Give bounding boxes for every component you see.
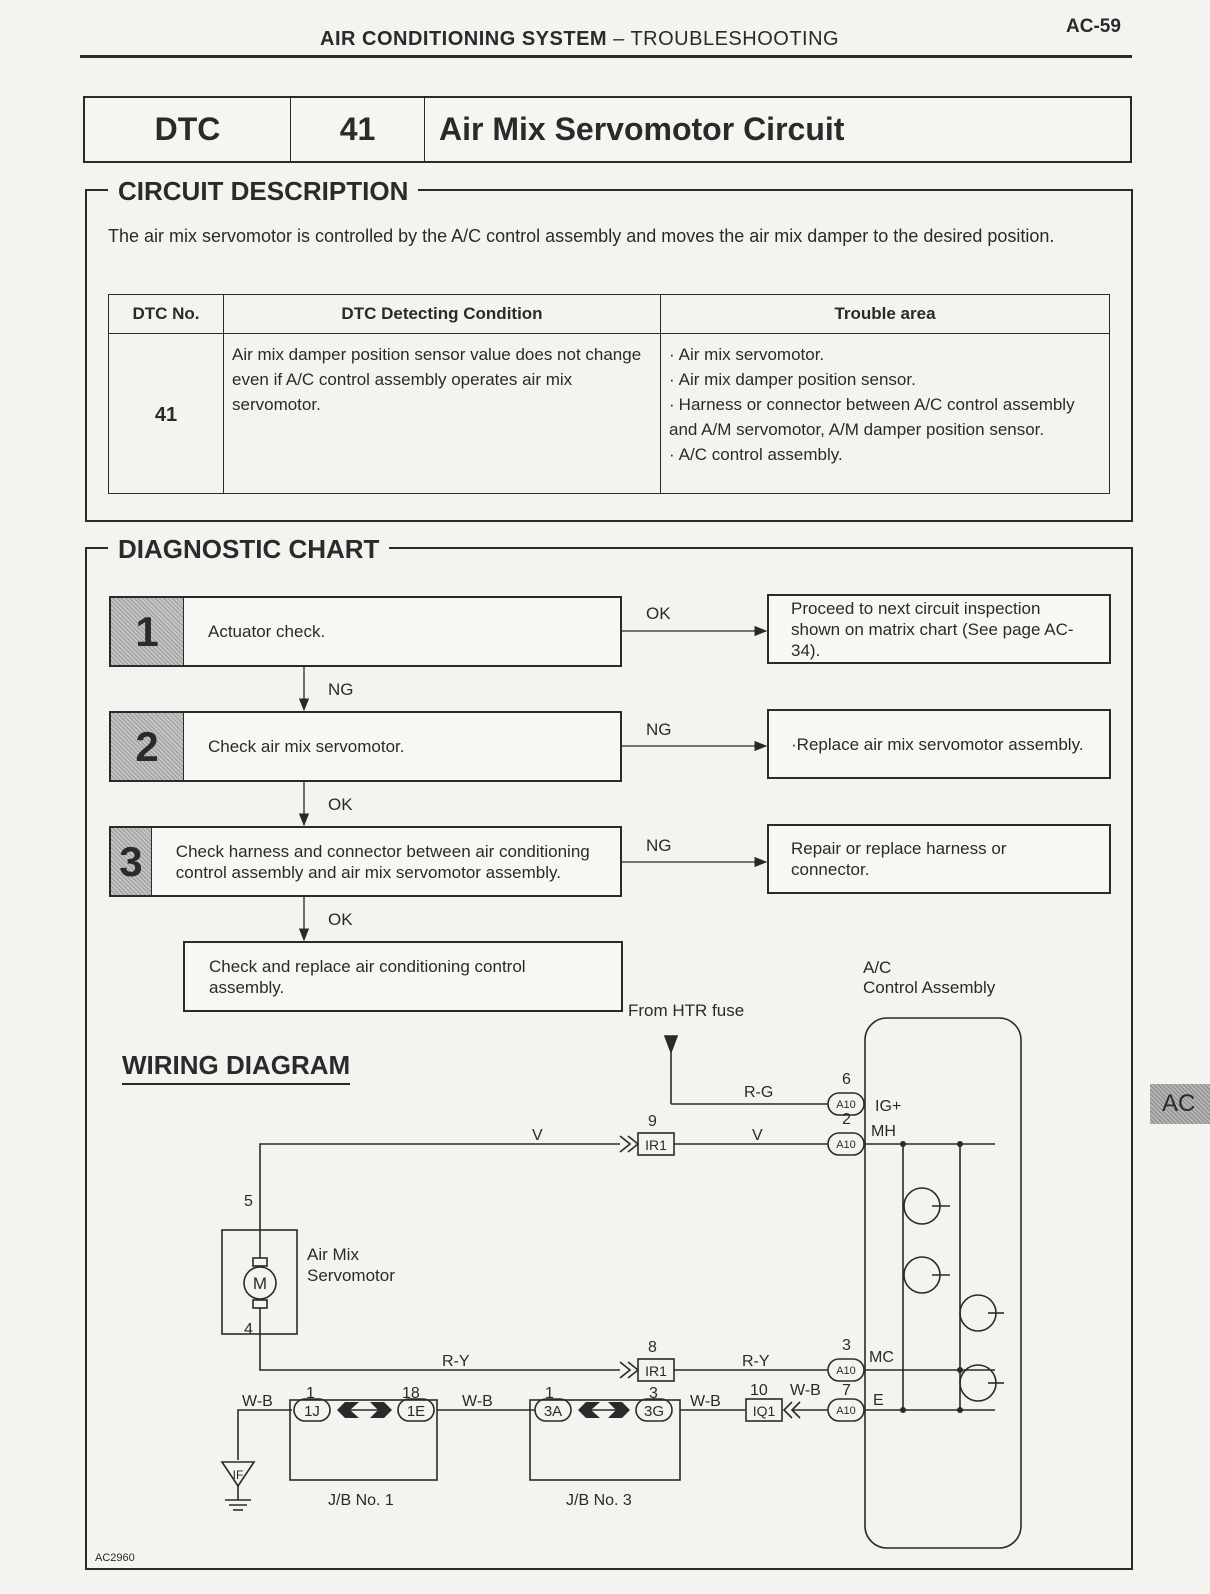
wire-ry-servo — [260, 1332, 620, 1370]
dtc-code: 41 — [291, 98, 425, 161]
pin-number-7: 7 — [842, 1382, 851, 1399]
jb3-left-id: 3A — [543, 1403, 563, 1420]
junction-dot — [957, 1141, 963, 1147]
jb1-left-pin: 1 — [306, 1385, 315, 1402]
step-text: Actuator check. — [208, 622, 326, 641]
junction-dot — [900, 1407, 906, 1413]
wire-label-wb-control: W-B — [790, 1382, 821, 1399]
circuit-description-text: The air mix servomotor is controlled by the A/C control assembly and moves the air mix damper to the desired position. — [108, 226, 1055, 246]
step2-down-label: OK — [328, 795, 353, 814]
step1-result-box[interactable]: Proceed to next circuit inspection shown on matrix chart (See page AC-34). — [767, 594, 1111, 664]
pin-number-10: 10 — [750, 1382, 768, 1399]
table-cell-dtc-no: 41 — [109, 334, 224, 494]
step1-branch-label: OK — [646, 604, 671, 623]
table-cell-condition: Air mix damper position sensor value does not change even if A/C control assembly operates air mix servomotor. — [224, 334, 661, 494]
signal-mc: MC — [869, 1349, 894, 1366]
jb3-right-id: 3G — [643, 1403, 665, 1420]
wire-label-jb-link: W-B — [462, 1393, 493, 1410]
step-text: Check harness and connector between air conditioning control assembly and air mix servomotor assembly. — [175, 841, 590, 882]
jb1-name: J/B No. 1 — [328, 1492, 394, 1509]
htr-fuse-label: From HTR fuse — [628, 1001, 745, 1020]
connector-label-ir1-9: IR1 — [645, 1137, 667, 1153]
step-number-badge: 2 — [111, 713, 184, 780]
header-title-rest: TROUBLESHOOTING — [630, 28, 840, 50]
trouble-area-item: · Air mix servomotor. — [669, 342, 1101, 367]
wire-label-v-servo: V — [532, 1127, 543, 1144]
diagnostic-chart-heading: DIAGNOSTIC CHART — [108, 534, 389, 565]
pin-number-9: 9 — [648, 1113, 657, 1130]
control-assembly-label-line1: A/C — [863, 958, 892, 977]
wire-label-ry-control: R-Y — [742, 1353, 770, 1370]
pin-number-8: 8 — [648, 1339, 657, 1356]
control-assembly-label-line2: Control Assembly — [863, 978, 996, 997]
step-number-badge: 1 — [111, 598, 184, 665]
motor-brush-top — [253, 1258, 267, 1266]
connector-id-a10: A10 — [836, 1365, 856, 1377]
junction-dot — [957, 1367, 963, 1373]
wire-label-ground: W-B — [242, 1393, 273, 1410]
wire-v-servo — [260, 1144, 620, 1209]
connector-id-a10: A10 — [836, 1139, 856, 1151]
signal-e: E — [873, 1392, 884, 1409]
jb1-right-id: 1E — [406, 1403, 426, 1420]
wiring-diagram-heading: WIRING DIAGRAM — [122, 1050, 350, 1085]
page-number: AC-59 — [1066, 16, 1121, 37]
circuit-description-heading: CIRCUIT DESCRIPTION — [108, 176, 418, 207]
table-header-condition: DTC Detecting Condition — [224, 295, 661, 334]
wire-label-v-control: V — [752, 1127, 763, 1144]
jb3-right-pin: 3 — [649, 1385, 658, 1402]
ground-id-label: IF — [232, 1468, 244, 1482]
table-header-trouble-area: Trouble area — [661, 295, 1110, 334]
trouble-area-item: · Harness or connector between A/C control assembly and A/M servomotor, A/M damper position sensor. — [669, 392, 1101, 442]
trouble-area-item: · A/C control assembly. — [669, 442, 1101, 467]
motor-brush-bottom — [253, 1300, 267, 1308]
signal-mh: MH — [871, 1123, 896, 1140]
section-side-tab[interactable]: AC — [1150, 1084, 1210, 1124]
step3-down-label: OK — [328, 910, 353, 929]
jb1-right-pin: 18 — [402, 1385, 420, 1402]
connector-label-iq1: IQ1 — [752, 1403, 776, 1419]
jb3-left-pin: 1 — [545, 1385, 554, 1402]
signal-ig-plus: IG+ — [875, 1098, 902, 1115]
servomotor-label-line2: Servomotor — [307, 1266, 395, 1285]
servo-pin-top: 5 — [244, 1193, 253, 1210]
table-header-dtc-no: DTC No. — [109, 295, 224, 334]
htr-fuse-arrow-icon — [665, 1036, 677, 1052]
step-text: Check air mix servomotor. — [208, 737, 405, 756]
header-title-bold: AIR CONDITIONING SYSTEM — [320, 28, 608, 50]
step3-branch-label: NG — [646, 836, 672, 855]
jb1-left-id: 1J — [304, 1403, 320, 1420]
step2-result-box[interactable]: ·Replace air mix servomotor assembly. — [767, 709, 1111, 779]
junction-dot — [957, 1407, 963, 1413]
connector-id-a10: A10 — [836, 1405, 856, 1417]
connector-id-a10: A10 — [836, 1099, 856, 1111]
step1-down-label: NG — [328, 680, 354, 699]
connector-ir1-9-arrows — [620, 1136, 638, 1152]
servomotor-label-line1: Air Mix — [307, 1245, 359, 1264]
figure-code: AC2960 — [95, 1552, 135, 1564]
servo-pin-bottom: 4 — [244, 1321, 253, 1338]
motor-symbol: M — [252, 1274, 268, 1293]
connector-label-ir1-8: IR1 — [645, 1363, 667, 1379]
pin-number-2: 2 — [842, 1111, 851, 1128]
junction-dot — [900, 1141, 906, 1147]
header-title-separator: – — [607, 28, 631, 50]
pin-number-6: 6 — [842, 1071, 851, 1088]
final-action-box[interactable]: Check and replace air conditioning control assembly. — [183, 941, 623, 1012]
wire-label-ry-servo: R-Y — [442, 1353, 470, 1370]
pin-number-3: 3 — [842, 1337, 851, 1354]
trouble-area-item: · Air mix damper position sensor. — [669, 367, 1101, 392]
connector-ir1-8-arrows — [620, 1362, 638, 1378]
step2-branch-label: NG — [646, 720, 672, 739]
dtc-name: Air Mix Servomotor Circuit — [439, 111, 845, 147]
wire-label-jb3-out: W-B — [690, 1393, 721, 1410]
wire-label-rg: R-G — [744, 1084, 774, 1101]
dtc-label: DTC — [85, 98, 291, 161]
step-number-badge: 3 — [111, 828, 152, 895]
wire-wb-ground — [238, 1410, 292, 1460]
jb3-name: J/B No. 3 — [566, 1492, 632, 1509]
step3-result-box[interactable]: Repair or replace harness or connector. — [767, 824, 1111, 894]
